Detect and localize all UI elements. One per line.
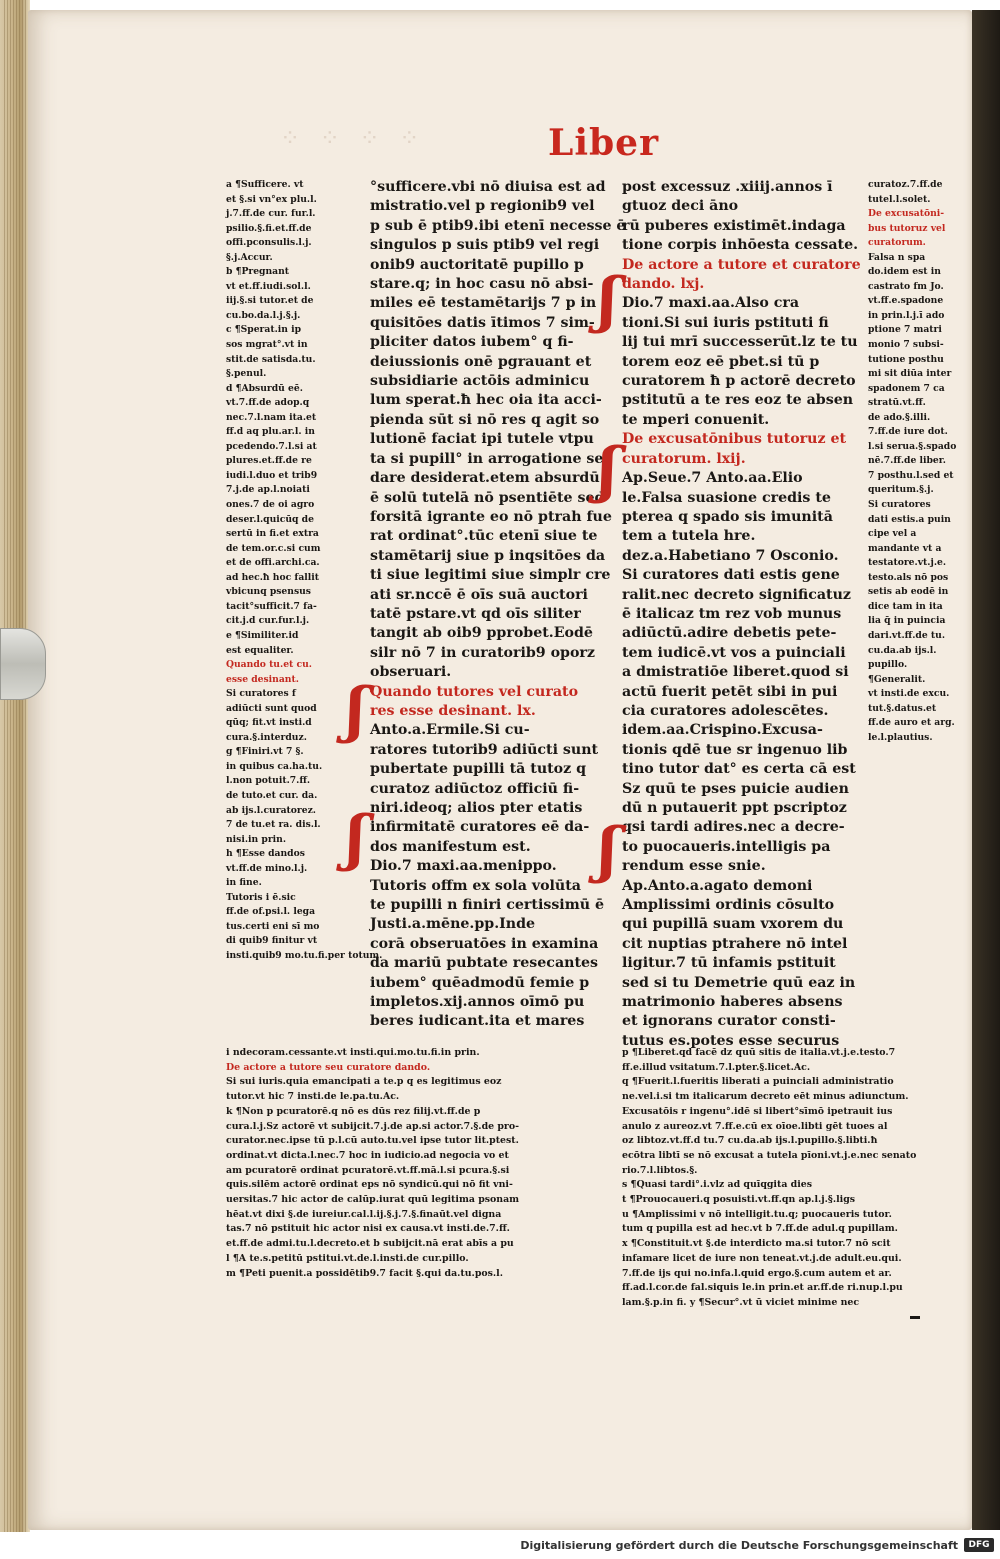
dfg-logo-icon: DFG xyxy=(964,1538,994,1552)
decorated-initial: ʃ xyxy=(598,815,618,885)
text-line: qsi tardi adires.nec a decre- xyxy=(622,819,845,836)
text-line: lam.§.p.in fi. y ¶Secur°.vt ū viciet minime nec xyxy=(622,1296,860,1308)
text-line: infirmitatē curatores eē da- xyxy=(370,819,590,836)
text-line: impletos.xij.annos oīmō pu xyxy=(370,994,585,1011)
text-line: rio.7.l.libtos.§. xyxy=(622,1164,698,1176)
text-line: Ap.Anto.a.agato demoni xyxy=(622,877,813,894)
main-text-left-column xyxy=(370,178,626,1032)
text-line: iudi.l.duo et trib9 xyxy=(226,469,318,481)
text-line: setis ab eodē in xyxy=(868,586,949,598)
text-line: cura.§.interduz. xyxy=(226,731,307,743)
text-line: k ¶Non p pcuratorē.q nō es dūs rez filij.vt.ff.de p xyxy=(226,1105,481,1117)
text-line: lia q̄ in puincia xyxy=(868,615,946,627)
text-line: infamare licet de iure non teneat.vt.j.de adult.eu.qui. xyxy=(622,1252,902,1264)
text-line: ati sr.nccē ē oīs suā auctori xyxy=(370,586,588,603)
text-line: lum sperat.ħ hec oia ita acci- xyxy=(370,392,602,409)
text-line: 7.j.de ap.l.noiati xyxy=(226,484,310,496)
text-line: c ¶Sperat.in ip xyxy=(226,324,302,336)
text-line: e ¶Similiter.id xyxy=(226,629,299,641)
text-line: cu.bo.da.l.j.§.j. xyxy=(226,309,301,321)
text-line: sos mgrat°.vt in xyxy=(226,339,308,351)
text-line: et.ff.de admi.tu.l.decreto.et b subijcit.nā erat abīs a pu xyxy=(226,1238,514,1250)
rubric-line: dando. lxj. xyxy=(622,276,705,293)
text-line: m ¶Peti puenit.a possidētib9.7 facit §.qui da.tu.pos.l. xyxy=(226,1267,503,1279)
text-line: sertū in fi.et extra xyxy=(226,528,319,540)
text-line: a dmistratiōe liberet.quod si xyxy=(622,664,849,681)
text-line: lij tui mrī successerūt.lz te tu xyxy=(622,334,858,351)
text-line: ff.d aq plu.ar.l. in xyxy=(226,426,315,438)
bottom-gloss-left xyxy=(226,1046,602,1281)
text-line: et ignorans curator consti- xyxy=(622,1013,836,1030)
text-line: t ¶Prouocaueri.q posuisti.vt.ff.qn ap.l.j.§.ligs xyxy=(622,1194,856,1206)
text-line: l.non potuit.7.ff. xyxy=(226,775,311,787)
text-line: Justi.a.mēne.pp.Inde xyxy=(370,916,536,933)
offset-show-through: ⁘ ⁘ ⁘ ⁘ xyxy=(280,124,426,152)
text-line: stit.de satisda.tu. xyxy=(226,353,316,365)
text-line: post excessuz .xiiij.annos ī xyxy=(622,179,833,195)
text-line: rendum esse snie. xyxy=(622,858,766,875)
text-line: Excusatōis r ingenu°.idē si libert°sīmō ipetrauit ius xyxy=(622,1105,893,1117)
text-line: tas.7 nō pstituit hic actor nisi ex causa.vt insti.de.7.ff. xyxy=(226,1223,510,1235)
text-line: ligitur.7 tū infamis pstituit xyxy=(622,955,836,972)
text-line: in prin.l.j.ī ado xyxy=(868,309,945,321)
text-line: plures.et.ff.de re xyxy=(226,455,312,467)
text-line: iubem° quēadmodū femie p xyxy=(370,974,590,991)
text-line: ad hec.ħ hoc fallit xyxy=(226,571,319,583)
text-line: tutel.l.solet. xyxy=(868,193,931,205)
text-line: nisi.in prin. xyxy=(226,833,287,845)
text-line: actū fuerit petēt sibi in pui xyxy=(622,683,838,700)
text-line: stamētarij siue p inqsitōes da xyxy=(370,547,606,564)
text-line: mi sit diūa inter xyxy=(868,368,952,380)
text-line: ff.de auro et arg. xyxy=(868,717,955,729)
text-line: onib9 auctoritatē pupillo p xyxy=(370,256,584,273)
text-line: in fine. xyxy=(226,877,262,889)
text-line: castrato fm Jo. xyxy=(868,280,944,292)
text-line: Anto.a.Ermile.Si cu- xyxy=(370,722,530,739)
text-line: spadonem 7 ca xyxy=(868,382,945,394)
rubric-line: De excusatōnibus tutoruz et xyxy=(622,431,847,448)
text-line: et §.si vn°ex plu.l. xyxy=(226,193,317,205)
text-line: ē italicaz tm rez vob munus xyxy=(622,605,842,622)
text-line: l ¶A te.s.petitū pstitui.vt.de.l.insti.de cur.pillo. xyxy=(226,1252,469,1264)
text-line: te pupilli n finiri certissimū ē xyxy=(370,897,604,914)
text-line: dare desiderat.etem absurdū xyxy=(370,470,600,487)
text-line: pcedendo.7.l.si at xyxy=(226,440,317,452)
text-line: cipe vel a xyxy=(868,528,917,540)
text-line: tutor.vt hic 7 insti.de le.pa.tu.Ac. xyxy=(226,1091,400,1103)
text-line: vt insti.de excu. xyxy=(868,688,950,700)
text-line: ratores tutorib9 adiūcti sunt xyxy=(370,741,599,758)
text-line: gtuoz deci āno xyxy=(622,198,739,215)
text-line: pupillo. xyxy=(868,659,908,671)
text-line: tacit°sufficit.7 fa- xyxy=(226,600,317,612)
text-line: pubertate pupilli tā tutoz q xyxy=(370,761,587,778)
text-line: ff.de of.psi.l. lega xyxy=(226,906,316,918)
text-line: tionis qdē tue sr ingenuo lib xyxy=(622,741,848,758)
text-line: est equaliter. xyxy=(226,644,294,656)
text-line: le.l.plautius. xyxy=(868,731,933,743)
text-line: i ndecoram.cessante.vt insti.qui.mo.tu.fi.in prin. xyxy=(226,1047,480,1058)
text-line: sed si tu Demetrie quū eaz in xyxy=(622,974,856,991)
text-line: vbicunq psensus xyxy=(226,586,311,598)
rubric-line: Quando tutores vel curato xyxy=(370,683,579,700)
text-line: qūq; fit.vt insti.d xyxy=(226,717,312,729)
text-line: am pcuratorē ordinat pcuratorē.vt.ff.mā.l.si pcura.§.si xyxy=(226,1164,510,1176)
text-line: tum q pupilla est ad hec.vt b 7.ff.de adul.q pupillam. xyxy=(622,1223,898,1235)
text-line: adiūcti sunt quod xyxy=(226,702,317,714)
text-line: j.7.ff.de cur. fur.l. xyxy=(226,208,316,220)
text-line: tioni.Si sui iuris pstituti fi xyxy=(622,314,829,331)
text-line: ff.e.illud vsitatum.7.l.pter.§.licet.Ac. xyxy=(622,1061,811,1073)
text-line: curatoz.7.ff.de xyxy=(868,179,943,190)
text-line: q ¶Fuerit.l.fueritis liberati a puinciali administratio xyxy=(622,1076,894,1088)
text-line: de ado.§.illi. xyxy=(868,411,931,423)
text-line: ff.ad.l.cor.de fal.siquis le.in prin.et ar.ff.de ri.nup.l.pu xyxy=(622,1282,903,1294)
rubric-line: Quando tu.et cu. xyxy=(226,659,312,671)
text-line: Ap.Seue.7 Anto.aa.Elio xyxy=(622,470,803,487)
text-line: queritum.§.j. xyxy=(868,484,934,496)
text-line: Tutoris offm ex sola volūta xyxy=(370,877,581,894)
text-line: qui pupillā suam vxorem du xyxy=(622,916,844,933)
text-line: p sub ē ptib9.ibi etenī necesse ē xyxy=(370,217,626,234)
text-line: singulos p suis ptib9 vel regi xyxy=(370,237,600,254)
decorated-initial: ʃ xyxy=(346,803,366,873)
text-line: tem iudicē.vt vos a puinciali xyxy=(622,644,846,661)
text-line: curator.nec.ipse tū p.l.cū auto.tu.vel ipse tutor lit.ptest. xyxy=(226,1135,519,1147)
text-line: vt.ff.de mino.l.j. xyxy=(226,862,308,874)
text-line: le.Falsa suasione credis te xyxy=(622,489,831,506)
text-line: de tuto.et cur. da. xyxy=(226,789,318,801)
text-line: vt.7.ff.de adop.q xyxy=(226,397,310,409)
text-line: cit.j.d cur.fur.l.j. xyxy=(226,615,310,627)
text-line: tione corpis inhōesta cessate. xyxy=(622,237,859,254)
text-line: dū n putauerit ppt pscriptoz xyxy=(622,800,847,816)
text-line: quis.silēm actorē ordinat eps nō syndicū.qui nō fit vni- xyxy=(226,1179,513,1191)
text-line: cia curatores adolescētes. xyxy=(622,702,829,719)
text-line: subsidiarie actōis adminicu xyxy=(370,373,590,390)
text-line: tatē pstare.vt qd oīs siliter xyxy=(370,605,581,622)
text-line: Tutoris i ē.sic xyxy=(226,891,296,903)
text-line: tus.certi eni sī mo xyxy=(226,920,320,932)
text-line: corā obseruatōes in examina xyxy=(370,935,599,952)
decorated-initial: ʃ xyxy=(598,435,618,505)
text-line: deiussionis onē pgrauant et xyxy=(370,353,592,370)
rubric-line: esse desinant. xyxy=(226,673,299,685)
rubric-line: bus tutoruz vel xyxy=(868,222,946,234)
text-line: cit nuptias ptrahere nō intel xyxy=(622,935,848,952)
text-line: Si curatores f xyxy=(226,688,296,700)
text-line: §.penul. xyxy=(226,368,267,380)
text-line: ralit.nec decreto significatuz xyxy=(622,586,851,603)
text-line: 7 de tu.et ra. dis.l. xyxy=(226,819,321,831)
text-line: torem eoz eē pbet.si tū p xyxy=(622,353,820,370)
decorated-initial: ʃ xyxy=(598,265,618,335)
main-text-right-column xyxy=(622,178,864,1051)
gloss-right-column xyxy=(868,178,972,745)
text-line: a ¶Sufficere. vt xyxy=(226,179,304,190)
text-line: et de offi.archi.ca. xyxy=(226,557,320,569)
text-line: vt et.ff.iudi.sol.l. xyxy=(226,280,311,292)
text-line: de tem.or.c.si cum xyxy=(226,542,321,554)
text-line: Dio.7 maxi.aa.menippo. xyxy=(370,858,557,875)
text-line: te mperi conuenit. xyxy=(622,411,770,428)
text-line: mandante vt a xyxy=(868,542,942,554)
gloss-left-column xyxy=(226,178,383,964)
text-line: ordinat.vt dicta.l.nec.7 hoc in iudicio.ad negocia vo et xyxy=(226,1149,509,1161)
text-line: Si curatores dati estis gene xyxy=(622,567,840,584)
text-line: da mariū pubtate resecantes xyxy=(370,955,599,972)
funding-credit: Digitalisierung gefördert durch die Deutsche Forschungsgemeinschaft xyxy=(520,1539,958,1552)
text-line: mistratio.vel p regionib9 vel xyxy=(370,198,595,215)
text-line: tangit ab oib9 pprobet.Eodē xyxy=(370,625,593,642)
text-line: quisitōes datis ītimos 7 sim- xyxy=(370,314,595,331)
text-line: silr nō 7 in curatorib9 oporz xyxy=(370,644,595,661)
text-line: 7 posthu.l.sed et xyxy=(868,469,954,481)
text-line: uersitas.7 hic actor de calūp.iurat quū legitima psonam xyxy=(226,1194,520,1206)
text-line: testo.als nō pos xyxy=(868,571,949,583)
text-line: rat ordinat°.tūc etenī siue te xyxy=(370,528,598,545)
text-line: p ¶Liberet.qd facē dz quū sitis de italia.vt.j.e.testo.7 xyxy=(622,1047,896,1058)
text-line: ē solū tutelā nō psentiēte sed xyxy=(370,489,605,506)
text-line: §.j.Accur. xyxy=(226,251,273,263)
text-line: in quibus ca.ha.tu. xyxy=(226,760,323,772)
text-line: nē.7.ff.de liber. xyxy=(868,455,946,467)
text-line: tino tutor dat° es certa cā est xyxy=(622,761,856,778)
rubric-line: curatorum. xyxy=(868,237,926,249)
text-line: ta si pupill° in arrogatione se xyxy=(370,450,604,467)
text-line: pliciter datos iubem° q fi- xyxy=(370,334,574,351)
text-line: pterea q spado sis imunitā xyxy=(622,508,833,525)
text-line: beres iudicant.ita et mares xyxy=(370,1013,585,1030)
rubric-line: De actore a tutore et curatore xyxy=(622,256,861,273)
text-line: adiūctū.adire debetis pete- xyxy=(622,625,837,642)
text-line: testatore.vt.j.e. xyxy=(868,557,947,569)
text-line: di quib9 finitur vt xyxy=(226,935,318,947)
text-line: Amplissimi ordinis cōsulto xyxy=(622,897,835,914)
text-line: cu.da.ab ijs.l. xyxy=(868,644,937,656)
text-line: 7.ff.de iure dot. xyxy=(868,426,948,438)
text-line: Dio.7 maxi.aa.Also cra xyxy=(622,295,800,312)
text-line: hēat.vt dixi §.de iureiur.cal.l.ij.§.j.7.§.finaūt.vel digna xyxy=(226,1208,502,1220)
rubric-line: De excusatōni- xyxy=(868,208,945,220)
text-line: h ¶Esse dandos xyxy=(226,848,305,860)
text-line: curatoz adiūctoz officiū fi- xyxy=(370,780,580,797)
text-line: obseruari. xyxy=(370,664,452,681)
text-line: curatorem ħ p actorē decreto xyxy=(622,373,856,390)
page-edge-lines xyxy=(4,0,26,1532)
text-line: ones.7 de oi agro xyxy=(226,499,315,511)
rubric-line: De actore a tutore seu curatore dando. xyxy=(226,1061,431,1073)
text-line: tutione posthu xyxy=(868,353,944,365)
text-line: tem a tutela hre. xyxy=(622,528,756,545)
text-line: dez.a.Habetiano 7 Osconio. xyxy=(622,547,839,564)
text-line: deser.l.quicūq de xyxy=(226,513,314,525)
text-line: d ¶Absurdū eē. xyxy=(226,382,303,394)
text-line: iij.§.si tutor.et de xyxy=(226,295,314,307)
text-line: stare.q; in hoc casu nō absi- xyxy=(370,276,594,293)
text-line: pienda sūt si nō res q agit so xyxy=(370,411,600,428)
catchword-mark xyxy=(910,1316,920,1319)
text-line: monio 7 subsi- xyxy=(868,339,944,351)
text-line: u ¶Amplissimi v nō intelligit.tu.q; puocaueris tutor. xyxy=(622,1208,892,1220)
text-line: dice tam in ita xyxy=(868,600,943,612)
text-line: nec.7.l.nam ita.et xyxy=(226,411,317,423)
text-line: idem.aa.Crispino.Excusa- xyxy=(622,722,823,739)
text-line: Si sui iuris.quia emancipati a te.p q es legitimus eoz xyxy=(226,1076,502,1088)
text-line: ptione 7 matri xyxy=(868,324,942,336)
text-line: offi.pconsulis.l.j. xyxy=(226,237,312,249)
bottom-gloss-right xyxy=(622,1046,962,1311)
text-line: ti siue legitimi siue simplr cre xyxy=(370,567,611,584)
text-line: s ¶Quasi tardi°.i.vlz ad quīqgita dies xyxy=(622,1179,813,1191)
text-line: ab ijs.l.curatorez. xyxy=(226,804,316,816)
text-line: x ¶Constituit.vt §.de interdicto ma.si tutor.7 nō scit xyxy=(622,1238,891,1250)
running-head: Liber xyxy=(548,122,660,164)
text-line: ¶Generalit. xyxy=(868,673,926,685)
text-line: vt.ff.e.spadone xyxy=(868,295,944,307)
text-line: forsitā igrante eo nō ptrah fue xyxy=(370,508,612,525)
text-line: tutus es.potes esse securus xyxy=(622,1032,840,1049)
text-line: g ¶Finiri.vt 7 §. xyxy=(226,746,304,758)
page-clip xyxy=(0,628,46,700)
text-line: to puocaueris.intelligis pa xyxy=(622,838,831,855)
text-line: l.si serua.§.spado xyxy=(868,440,957,452)
text-line: tut.§.datus.et xyxy=(868,702,937,714)
text-line: psilio.§.fi.et.ff.de xyxy=(226,222,312,234)
text-line: niri.ideoq; alios pter etatis xyxy=(370,800,583,816)
text-line: ne.vel.i.si tm italicarum decreto eēt minus adiunctum. xyxy=(622,1091,909,1103)
text-line: cura.l.j.Sz actorē vt subijcit.7.j.de ap.si actor.7.§.de pro- xyxy=(226,1120,519,1132)
text-line: °sufficere.vbi nō diuisa est ad xyxy=(370,179,606,195)
text-line: insti.quib9 mo.tu.fi.per totum. xyxy=(226,949,383,961)
text-line: lutionē faciat ipi tutele vtpu xyxy=(370,431,594,448)
text-line: dari.vt.ff.de tu. xyxy=(868,629,946,641)
footer-bar xyxy=(0,1532,1000,1559)
text-line: Falsa n spa xyxy=(868,251,926,263)
text-line: stratū.vt.ff. xyxy=(868,397,926,409)
text-line: anulo z aureoz.vt 7.ff.e.cū ex oīoe.libti gēt tuoes al xyxy=(622,1120,888,1132)
text-line: b ¶Pregnant xyxy=(226,266,290,278)
text-line: pstitutū a te res eoz te absen xyxy=(622,392,854,409)
rubric-line: curatorum. lxij. xyxy=(622,450,746,467)
decorated-initial: ʃ xyxy=(346,675,366,745)
text-line: miles eē testamētarijs 7 p in xyxy=(370,295,597,312)
text-line: 7.ff.de ijs qui no.infa.l.quid ergo.§.cum autem et ar. xyxy=(622,1267,892,1279)
text-line: Si curatores xyxy=(868,499,931,511)
text-line: Sz quū te pses puicie audien xyxy=(622,780,849,797)
rubric-line: res esse desinant. lx. xyxy=(370,702,536,719)
text-line: do.idem est in xyxy=(868,266,941,278)
text-line: dos manifestum est. xyxy=(370,838,531,855)
text-line: oz libtoz.vt.ff.d tu.7 cu.da.ab ijs.l.pupillo.§.libti.ħ xyxy=(622,1135,878,1147)
text-line: ecōtra libtī se nō excusat a tutela pīoni.vt.j.e.nec senato xyxy=(622,1149,917,1161)
page-margin-shadow xyxy=(972,10,1000,1530)
text-line: matrimonio haberes absens xyxy=(622,994,843,1011)
text-line: dati estis.a puin xyxy=(868,513,951,525)
text-line: rū puberes existimēt.indaga xyxy=(622,217,846,234)
